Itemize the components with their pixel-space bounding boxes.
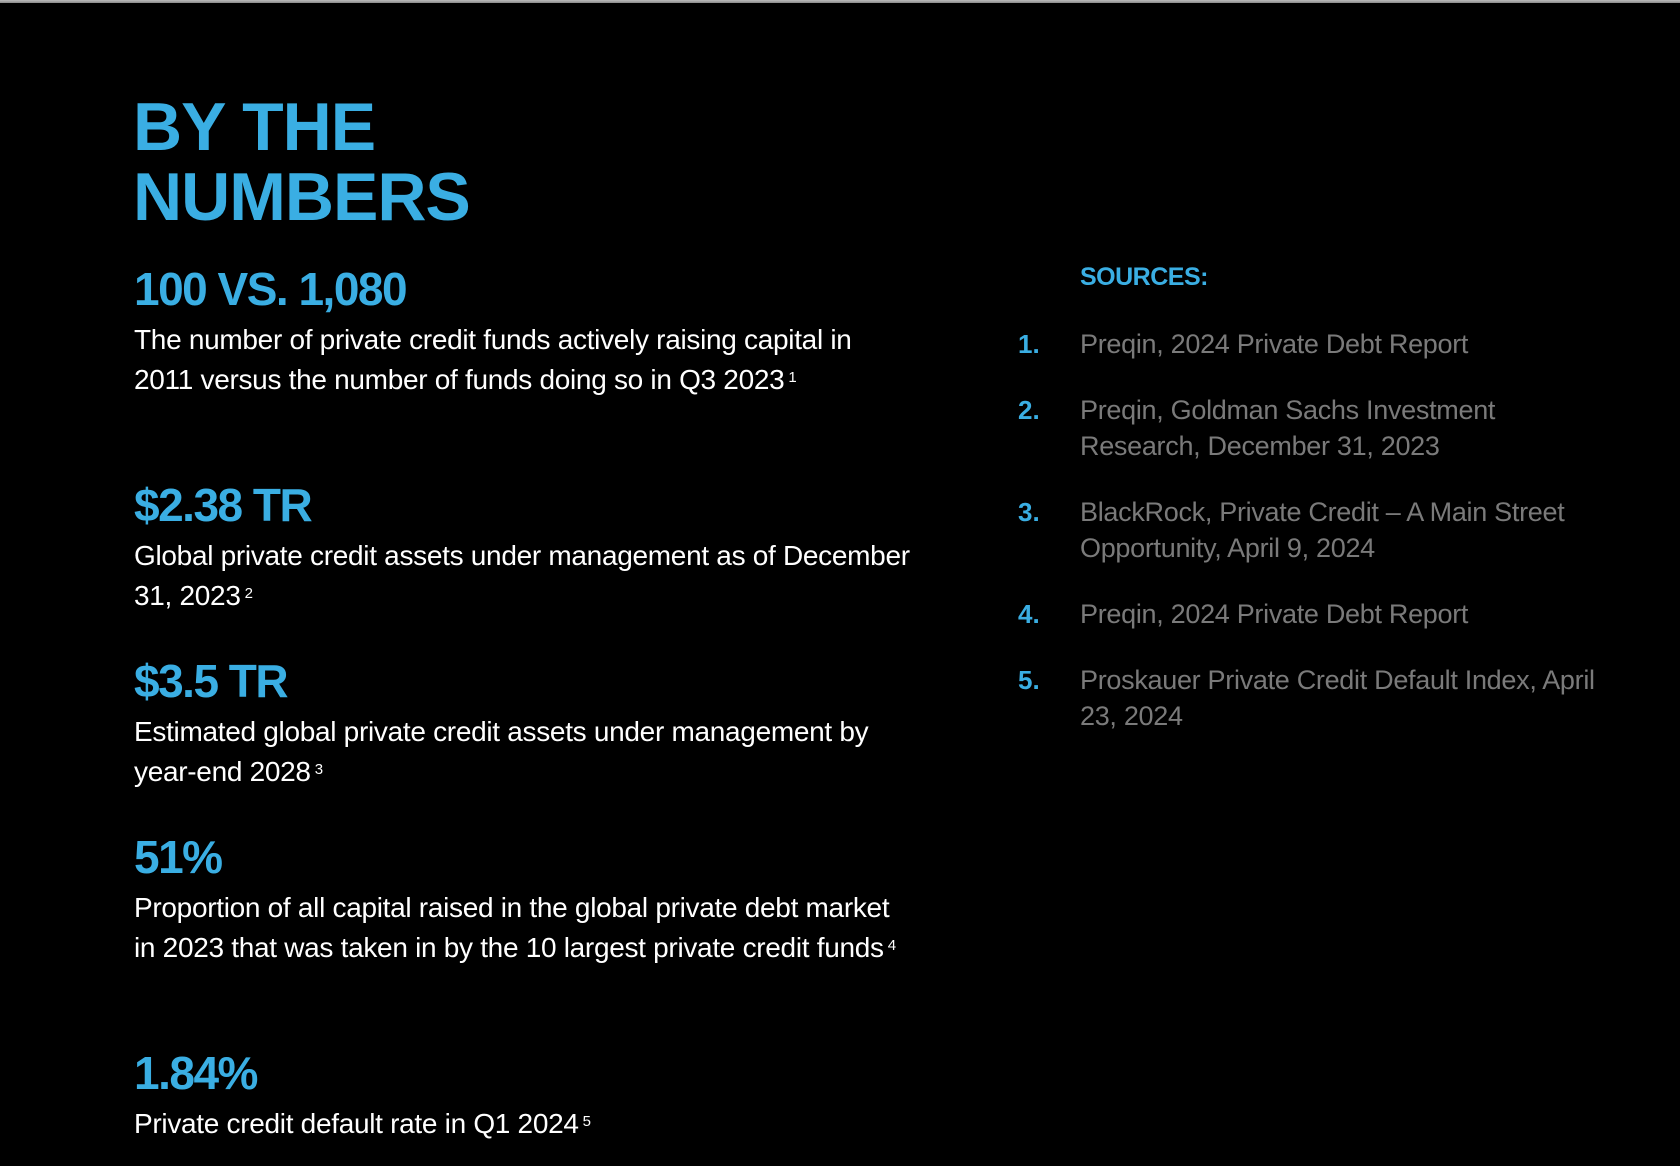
footnote-ref: 2 [244, 585, 253, 602]
stat-value: 51% [134, 831, 222, 883]
footnote-ref: 1 [788, 369, 797, 386]
stat-description-text: Private credit default rate in Q1 2024 [134, 1108, 579, 1139]
stat-description-text: Global private credit assets under management as of December 31, 2023 [134, 540, 910, 611]
top-border [0, 0, 1680, 3]
footnote-ref: 5 [582, 1113, 591, 1130]
stat-description [134, 536, 914, 616]
stat-description [134, 712, 914, 792]
source-number: 2. [1018, 395, 1040, 425]
source-number: 5. [1018, 665, 1040, 695]
stat-item-global-aum-2023 [134, 478, 914, 616]
source-number: 3. [1018, 497, 1040, 527]
stat-description-text: Proportion of all capital raised in the global private debt market in 2023 that was taken in by the 10 largest private credit funds [134, 892, 890, 963]
source-number: 1. [1018, 329, 1040, 359]
source-text: BlackRock, Private Credit – A Main Street Opportunity, April 9, 2024 [1080, 497, 1565, 563]
stat-item-funds-raising [134, 262, 914, 400]
page-title [133, 89, 470, 235]
sources-title: SOURCES: [1080, 263, 1208, 291]
page-title-line-2: NUMBERS [133, 159, 470, 235]
stat-value: 100 VS. 1,080 [134, 263, 407, 315]
stat-description-text: Estimated global private credit assets under management by year-end 2028 [134, 716, 869, 787]
source-text: Preqin, 2024 Private Debt Report [1080, 329, 1469, 359]
source-text: Preqin, Goldman Sachs Investment Research, December 31, 2023 [1080, 395, 1496, 461]
stat-item-estimated-aum-2028 [134, 654, 914, 792]
stat-description-text: The number of private credit funds actively raising capital in 2011 versus the number of funds doing so in Q3 2023 [134, 324, 852, 395]
source-text: Proskauer Private Credit Default Index, April 23, 2024 [1080, 665, 1595, 731]
stat-description [134, 320, 914, 400]
stat-description [134, 1104, 914, 1144]
stat-description [134, 888, 914, 968]
page-title-line-1: BY THE [133, 89, 376, 165]
stat-value: $3.5 TR [134, 655, 288, 707]
source-text: Preqin, 2024 Private Debt Report [1080, 599, 1469, 629]
stat-item-default-rate [134, 1046, 914, 1144]
footnote-ref: 3 [314, 761, 323, 778]
footnote-ref: 4 [887, 937, 896, 954]
stat-item-top-10-share [134, 830, 914, 968]
source-number: 4. [1018, 599, 1040, 629]
stat-value: $2.38 TR [134, 479, 312, 531]
stat-value: 1.84% [134, 1047, 257, 1099]
